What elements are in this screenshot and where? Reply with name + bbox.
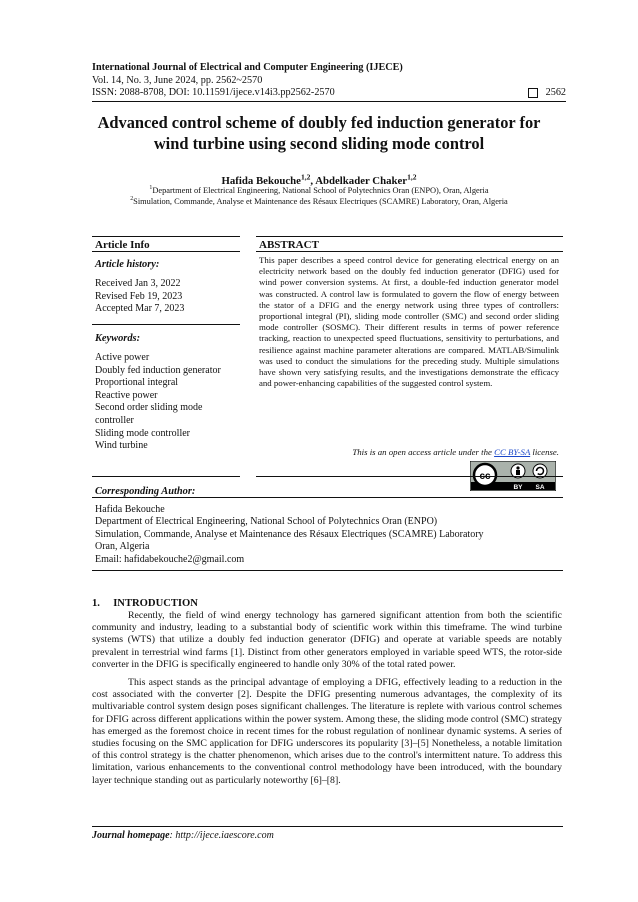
paragraph: This aspect stands as the principal advantage of employing a DFIG, effectively leading to a reduction in the cost associated with the converter [2]. Despite the DFIG presenting numerous advantages, the complexity of its multivariable control system design poses significant challenges. The literature is replete with various control schemes for DFIG across different applications within the power system. Among these, the sliding mode control (SMC) strategy has emerged as the foremost choice in recent times for the robust regulation of nonlinear dynamic systems. A series of studies focusing on the SMC application for DFIG underscores its popularity [3]–[5] Nonetheless, a notable limitation of this control strategy is the chatter phenomenon, which arises due to the control's intermittent nature. To address this limitation, various enhancements to the conventional control methodology have been introduced, with the boundary layer technique standing out as particularly noteworthy [6]–[8]. — [92, 677, 562, 786]
keyword-item: Reactive power — [95, 389, 158, 401]
affiliation — [80, 197, 558, 208]
license-line — [259, 447, 559, 457]
history-item: Accepted Mar 7, 2023 — [95, 303, 185, 315]
info-sub-rule — [92, 251, 240, 252]
corresponding-rule — [92, 497, 563, 498]
author-name: Abdelkader Chaker — [315, 175, 408, 187]
footer-rule — [92, 826, 563, 827]
affiliation-text: Department of Electrical Engineering, National School of Polytechnics Oran (ENPO), Oran, Algeria — [152, 186, 489, 195]
issn-row — [92, 87, 566, 100]
journal-homepage — [92, 830, 274, 841]
corresponding-heading: Corresponding Author: — [95, 486, 196, 497]
keyword-item: controller — [95, 414, 134, 426]
info-top-rule — [92, 236, 240, 237]
square-icon — [528, 88, 538, 98]
issn-line: ISSN: 2088-8708, DOI: 10.11591/ijece.v14i3.pp2562-2570 — [92, 87, 335, 99]
affiliation-mark: 2 — [130, 196, 134, 202]
history-rule — [92, 324, 240, 325]
keyword-item: Sliding mode controller — [95, 427, 190, 439]
homepage-url[interactable]: http://ijece.iaescore.com — [175, 830, 274, 841]
abstract-text: This paper describes a speed control device for generating electrical energy on an electricity network based on the doubly fed induction generator (DFIG) used for wind power conversion systems. At first, a double-fed induction generator model was constructed. A control law is formulated to govern the flow of energy between the stator of a DFIG and the energy network using three types of controllers: proportional integral (PI), sliding mode controller (SMC) and second order sliding mode controller (SOSMC). Their different results in terms of power reference tracking, reaction to unexpected speed fluctuations, sensitivity to perturbations, and resilience against machine parameter alterations are compared. MATLAB/Simulink was used to conduct the simulations for the preceding study. Multiple simulations have shown very satisfying results, and the investigations demonstrate the efficacy and power-enhancing capabilities of the suggested control system. — [259, 255, 559, 389]
author-separator: , — [310, 175, 316, 187]
badge-sa-text: SA — [535, 484, 545, 491]
keyword-item: Wind turbine — [95, 440, 148, 452]
cc-by-sa-link[interactable]: CC BY-SA — [494, 447, 531, 457]
introduction-body — [92, 610, 562, 793]
history-list — [95, 278, 184, 316]
corresponding-line: Simulation, Commande, Analyse et Maintenance des Résaux Electriques (SCAMRE) Laboratory — [95, 528, 484, 540]
page-number: 2562 — [545, 87, 566, 99]
paper-title: Advanced control scheme of doubly fed induction generator for wind turbine using second sliding mode control — [97, 113, 541, 153]
affiliation — [80, 186, 558, 197]
affiliation-text: Simulation, Commande, Analyse et Maintenance des Résaux Electriques (SCAMRE) Laboratory, Oran, Algeria — [133, 196, 508, 206]
author-affiliation-mark: 1,2 — [300, 172, 311, 182]
homepage-separator: : — [169, 830, 176, 841]
corresponding-line: Hafida Bekouche — [95, 504, 165, 515]
badge-by-text: BY — [513, 484, 523, 491]
abstract-heading: ABSTRACT — [259, 239, 319, 251]
keyword-item: Proportional integral — [95, 377, 179, 389]
journal-header — [92, 62, 566, 100]
affiliation-mark: 1 — [149, 185, 153, 192]
license-suffix: license. — [530, 447, 559, 457]
author-name: Hafida Bekouche — [221, 175, 301, 187]
keywords-list — [95, 352, 221, 453]
keyword-item: Second order sliding mode — [95, 402, 203, 414]
homepage-label: Journal homepage — [92, 830, 170, 841]
abstract-bottom-rule — [256, 476, 563, 477]
corresponding-block — [95, 504, 563, 566]
volume-line: Vol. 14, No. 3, June 2024, pp. 2562~2570 — [92, 74, 263, 86]
journal-name: International Journal of Electrical and Computer Engineering (IJECE) — [92, 62, 403, 73]
keywords-heading: Keywords: — [95, 333, 141, 344]
affiliations — [80, 186, 558, 208]
corresponding-line: Department of Electrical Engineering, National School of Polytechnics Oran (ENPO) — [95, 516, 438, 528]
section-heading: 1. INTRODUCTION — [92, 598, 198, 609]
history-item: Received Jan 3, 2022 — [95, 278, 181, 289]
article-info-heading: Article Info — [95, 239, 150, 251]
history-item: Revised Feb 19, 2023 — [95, 290, 183, 302]
info-bottom-rule — [92, 476, 240, 477]
license-prefix: This is an open access article under the — [352, 447, 495, 457]
keyword-item: Doubly fed induction generator — [95, 364, 221, 376]
corresponding-line: Oran, Algeria — [95, 541, 150, 553]
abstract-top-rule — [256, 236, 563, 237]
abstract-sub-rule — [256, 251, 563, 252]
history-heading: Article history: — [95, 259, 160, 270]
corresponding-email[interactable]: Email: hafidabekouche2@gmail.com — [95, 553, 245, 565]
corresponding-bottom-rule — [92, 570, 563, 571]
header-rule — [92, 101, 566, 102]
author-affiliation-mark: 1,2 — [407, 172, 417, 182]
paragraph: Recently, the field of wind energy technology has garnered significant attention from both the scientific community and industry, leading to a substantial body of scientific work within this timeframe. The wind turbine systems (WTS) that utilize a doubly fed induction generator (DFIG) and operate at variable speeds are notably prevalent in terrestrial wind farms [1]. Distinct from other generators employed in variable speed WTS, the rotor-side converter in the DFIG is specifically engineered to handle only 30% of the total rated power. — [92, 610, 562, 670]
keyword-item: Active power — [95, 352, 150, 363]
